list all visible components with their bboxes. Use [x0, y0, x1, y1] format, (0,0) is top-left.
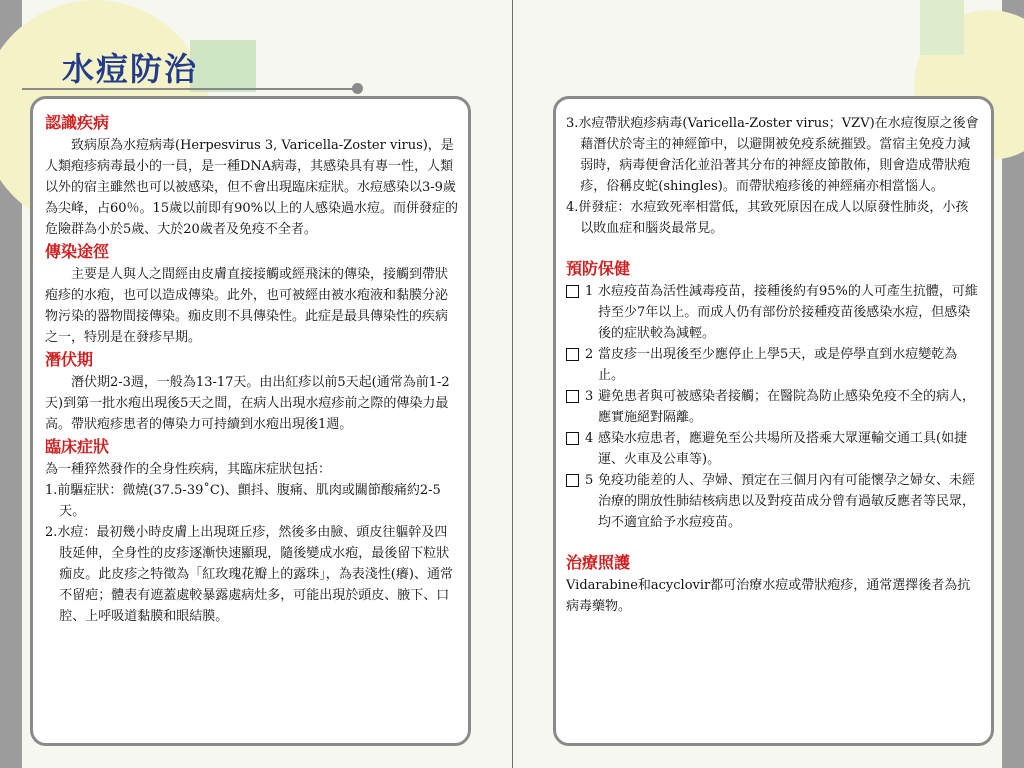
heading-clinical: 臨床症狀 — [45, 437, 110, 456]
prevention-item-text: 免疫功能差的人、孕婦、預定在三個月內有可能懷孕之婦女、未經治療的開放性肺結核病患以及對疫苗成分曾有過敏反應者等民眾，均不適宜給予水痘疫苗。 — [598, 473, 976, 530]
prevention-item — [566, 344, 981, 386]
page-title: 水痘防治 — [62, 50, 199, 88]
prevention-item-number: 3 — [585, 389, 594, 404]
clinical-item: 2.水痘：最初幾小時皮膚上出現斑丘疹，然後多由臉、頭皮往軀幹及四肢延伸，全身性的皮疹逐漸快速顯現，隨後變成水疱，最後留下粒狀痂皮。此皮疹之特徵為「紅玫瑰花瓣上的露珠」，為表淺性(癢)、通常不留疤；體表有遮蓋處較暴露處病灶多，可能出現於頭皮、腋下、口腔、上呼吸道黏膜和眼結膜。 — [45, 525, 453, 624]
heading-prevention: 預防保健 — [566, 259, 631, 278]
text-recognize: 致病原為水痘病毒(Herpesvirus 3, Varicella-Zoster virus)，是人類疱疹病毒最小的一員，是一種DNA病毒，其感染具有專一性，人類以外的宿主雖然也可以被感染，但不會出現臨床症狀。水痘感染以3-9歲為尖峰，占60％。15歲以前即有90%以上的人感染過水痘。而併發症的危險群為小於5歲、大於20歲者及免疫不全者。 — [45, 138, 458, 237]
prevention-item-number: 1 — [585, 284, 594, 299]
right-panel — [553, 96, 994, 746]
text-transmission: 主要是人與人之間經由皮膚直接接觸或經飛沫的傳染，接觸到帶狀疱疹的水疱，也可以造成傳染。此外，也可被經由被水疱液和黏膜分泌物污染的器物間接傳染。痂皮則不具傳染性。此症是最具傳染性的疾病之一，特別是在發疹早期。 — [45, 267, 449, 345]
title-underline — [22, 88, 358, 90]
prevention-item-text: 當皮疹一出現後至少應停止上學5天，或是停學直到水痘變乾為止。 — [598, 347, 958, 383]
center-divider — [512, 0, 513, 768]
prevention-item — [566, 470, 981, 533]
checkbox-icon — [566, 474, 579, 487]
prevention-item — [566, 281, 981, 344]
prevention-item — [566, 386, 981, 428]
title-dot — [352, 83, 363, 94]
heading-incubation: 潛伏期 — [45, 350, 94, 369]
decor-block — [190, 40, 256, 92]
prevention-item-number: 5 — [585, 473, 594, 488]
prevention-item — [566, 428, 981, 470]
clinical-item: 1.前驅症狀：微燒(37.5-39˚C)、顫抖、腹痛、肌肉或關節酸痛約2-5天。 — [45, 483, 441, 519]
text-treatment: Vidarabine和acyclovir都可治療水痘或帶狀疱疹，通常選擇後者為抗病毒藥物。 — [566, 578, 971, 614]
heading-treatment: 治療照護 — [566, 553, 631, 572]
heading-transmission: 傳染途徑 — [45, 242, 110, 261]
prevention-item-text: 水痘疫苗為活性減毒疫苗，接種後約有95%的人可產生抗體，可維持至少7年以上。而成人仍有部份於接種疫苗後感染水痘，但感染後的症狀較為減輕。 — [598, 284, 978, 341]
checkbox-icon — [566, 432, 579, 445]
heading-recognize: 認識疾病 — [45, 113, 110, 132]
left-panel — [30, 96, 471, 746]
clinical-item: 4.併發症：水痘致死率相當低，其致死原因在成人以原發性肺炎，小孩以敗血症和腦炎最常見。 — [566, 200, 969, 236]
prevention-item-number: 2 — [585, 347, 594, 362]
text-clinical-intro: 為一種猝然發作的全身性疾病，其臨床症狀包括： — [45, 462, 332, 477]
prevention-item-text: 感染水痘患者，應避免至公共場所及搭乘大眾運輸交通工具(如捷運、火車及公車等)。 — [598, 431, 968, 467]
prevention-item-text: 避免患者與可被感染者接觸；在醫院為防止感染免疫不全的病人，應實施絕對隔離。 — [598, 389, 976, 425]
checkbox-icon — [566, 348, 579, 361]
clinical-item: 3.水痘帶狀疱疹病毒(Varicella-Zoster virus；VZV)在水痘復原之後會藉潛伏於寄主的神經節中，以避開被免疫系統摧毀。當宿主免疫力減弱時，病毒便會活化並沿著其分布的神經皮節散佈，則會造成帶狀疱疹，俗稱皮蛇(shingles)。而帶狀疱疹後的神經痛亦相當惱人。 — [566, 116, 979, 194]
text-incubation: 潛伏期2-3週，一般為13-17天。由出紅疹以前5天起(通常為前1-2天)到第一批水疱出現後5天之間，在病人出現水痘疹前之際的傳染力最高。帶狀疱疹患者的傳染力可持續到水疱出現後1週。 — [45, 375, 450, 432]
checkbox-icon — [566, 285, 579, 298]
prevention-item-number: 4 — [585, 431, 594, 446]
decor-block — [920, 0, 964, 55]
checkbox-icon — [566, 390, 579, 403]
